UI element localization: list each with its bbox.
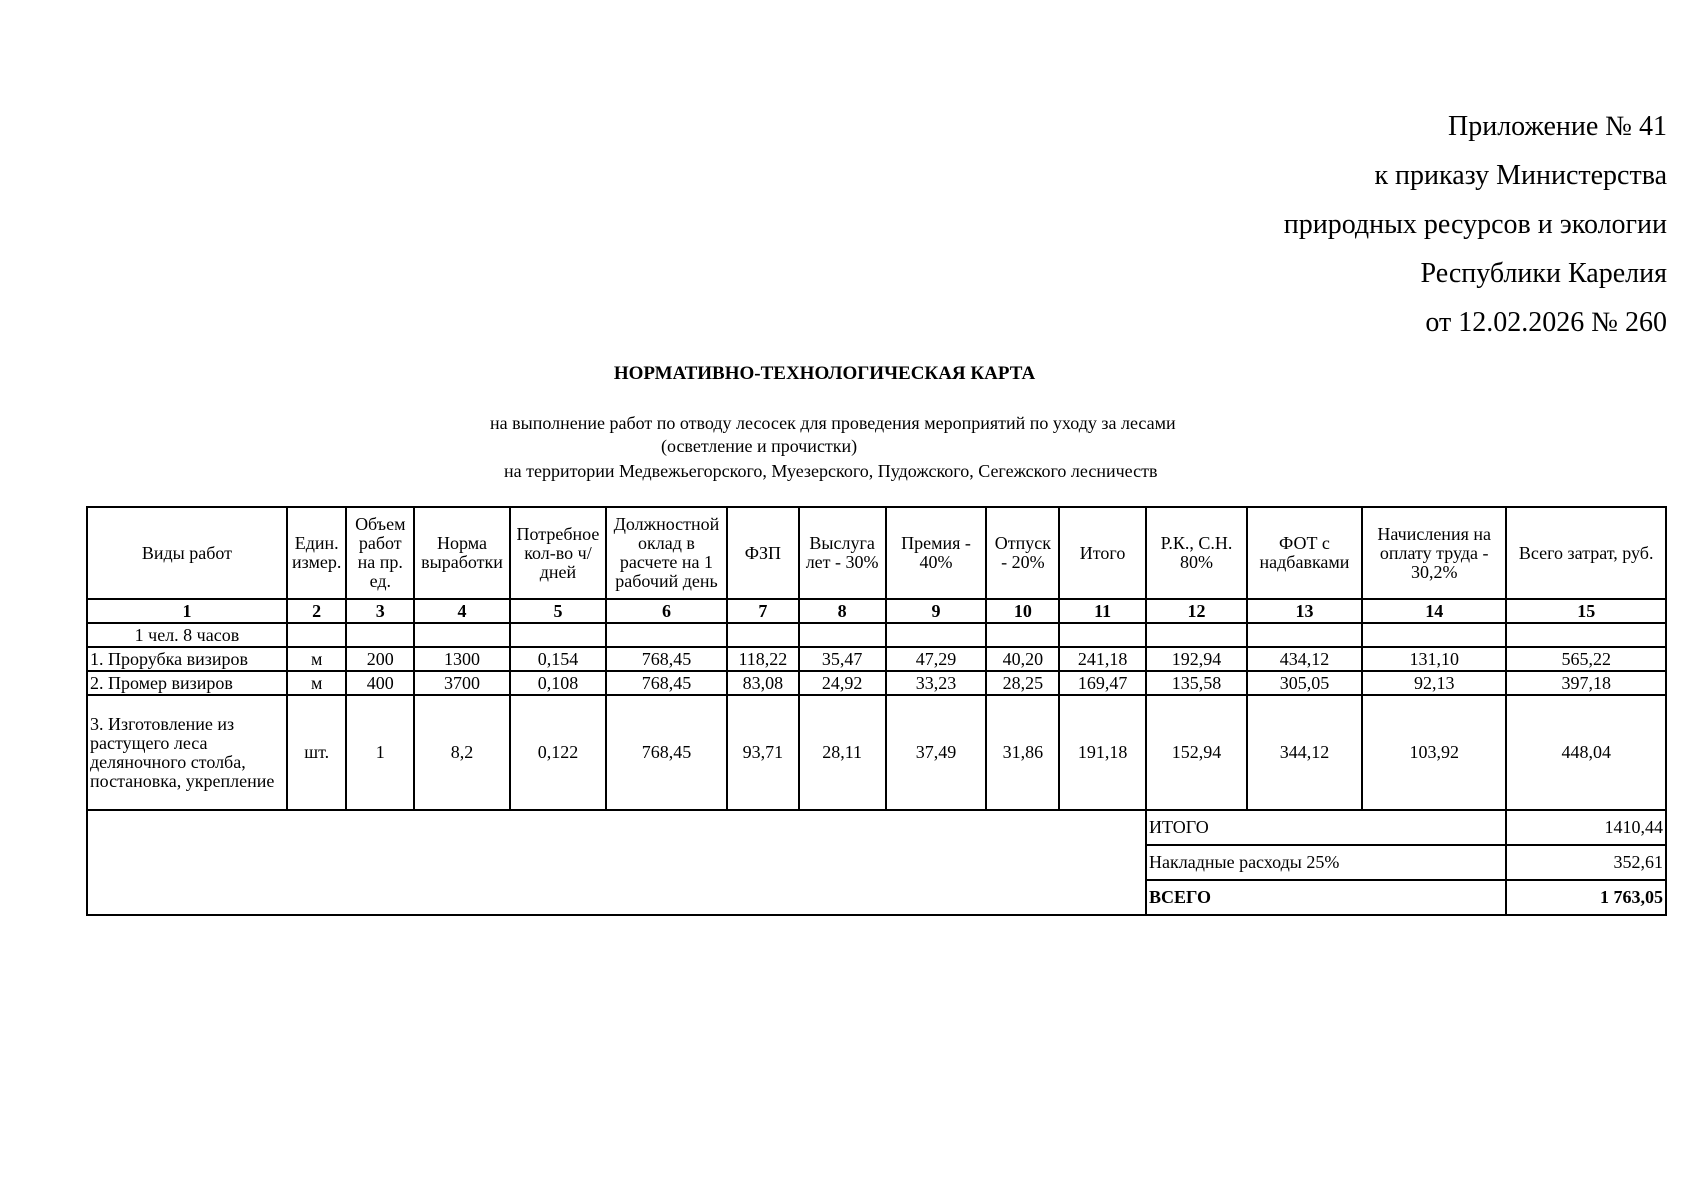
table-cell: 200 — [346, 647, 414, 671]
empty-cell — [1059, 623, 1146, 647]
table-cell: 344,12 — [1247, 695, 1362, 810]
table-cell: 40,20 — [986, 647, 1059, 671]
table-cell: 135,58 — [1146, 671, 1247, 695]
empty-cell — [346, 623, 414, 647]
table-cell: 24,92 — [799, 671, 886, 695]
table-cell: 0,154 — [510, 647, 606, 671]
table-cell: 768,45 — [606, 671, 727, 695]
header-cell: ФОТ с надбавками — [1247, 507, 1362, 599]
group-label: 1 чел. 8 часов — [87, 623, 287, 647]
table-row — [87, 671, 1666, 695]
column-number: 2 — [287, 599, 347, 623]
empty-cell — [287, 623, 347, 647]
column-number: 7 — [727, 599, 799, 623]
column-number: 15 — [1506, 599, 1666, 623]
header-row — [87, 507, 1666, 599]
header-cell: Объем работ на пр. ед. — [346, 507, 414, 599]
work-type-cell: 2. Промер визиров — [87, 671, 287, 695]
table-cell: 28,11 — [799, 695, 886, 810]
table-cell: 169,47 — [1059, 671, 1146, 695]
table-cell: 305,05 — [1247, 671, 1362, 695]
table-cell: 92,13 — [1362, 671, 1506, 695]
table-cell: 241,18 — [1059, 647, 1146, 671]
table-cell: 31,86 — [986, 695, 1059, 810]
group-label-row — [87, 623, 1666, 647]
table-cell: 768,45 — [606, 695, 727, 810]
overhead-value: 352,61 — [1506, 845, 1666, 880]
table-cell: 400 — [346, 671, 414, 695]
work-type-cell: 3. Изготовление из растущего леса деляночного столба, постановка, укрепление — [87, 695, 287, 810]
column-number: 6 — [606, 599, 727, 623]
empty-cell — [606, 623, 727, 647]
blank-area — [87, 810, 1146, 915]
vsego-label: ВСЕГО — [1146, 880, 1506, 915]
column-number: 13 — [1247, 599, 1362, 623]
vsego-value: 1 763,05 — [1506, 880, 1666, 915]
itogo-label: ИТОГО — [1146, 810, 1506, 845]
overhead-label: Накладные расходы 25% — [1146, 845, 1506, 880]
header-cell: Норма выработки — [414, 507, 510, 599]
header-cell: Отпуск - 20% — [986, 507, 1059, 599]
column-number-row — [87, 599, 1666, 623]
table-cell: 103,92 — [1362, 695, 1506, 810]
empty-cell — [510, 623, 606, 647]
column-number: 5 — [510, 599, 606, 623]
table-cell: 1300 — [414, 647, 510, 671]
column-number: 12 — [1146, 599, 1247, 623]
appendix-line-5: от 12.02.2026 № 260 — [1425, 307, 1667, 338]
appendix-block — [1284, 102, 1667, 347]
subtitle-line-3: на территории Медвежьегорского, Муезерского, Пудожского, Сегежского лесничеств — [504, 461, 1158, 481]
table-row — [87, 647, 1666, 671]
subtitle-line-2: (осветление и прочистки) — [661, 436, 858, 456]
header-cell: Един. измер. — [287, 507, 347, 599]
header-cell: Начисления на оплату труда - 30,2% — [1362, 507, 1506, 599]
table-cell: 152,94 — [1146, 695, 1247, 810]
header-cell: Должностной оклад в расчете на 1 рабочий день — [606, 507, 727, 599]
table-cell: 448,04 — [1506, 695, 1666, 810]
table-cell: 37,49 — [886, 695, 987, 810]
header-cell: Потребное кол-во ч/дней — [510, 507, 606, 599]
table-cell: 434,12 — [1247, 647, 1362, 671]
column-number: 14 — [1362, 599, 1506, 623]
empty-cell — [1362, 623, 1506, 647]
table-cell: 83,08 — [727, 671, 799, 695]
empty-cell — [886, 623, 987, 647]
header-cell: Выслуга лет - 30% — [799, 507, 886, 599]
table-cell: 3700 — [414, 671, 510, 695]
table-cell: 28,25 — [986, 671, 1059, 695]
table-cell: 1 — [346, 695, 414, 810]
subtitle-line-1: на выполнение работ по отводу лесосек для проведения мероприятий по уходу за лесами — [490, 413, 1176, 433]
header-cell: Виды работ — [87, 507, 287, 599]
column-number: 9 — [886, 599, 987, 623]
column-number: 8 — [799, 599, 886, 623]
table-cell: 565,22 — [1506, 647, 1666, 671]
appendix-line-2: к приказу Министерства — [1374, 160, 1667, 191]
table-cell: 0,108 — [510, 671, 606, 695]
table-cell: 47,29 — [886, 647, 987, 671]
appendix-line-3: природных ресурсов и экологии — [1283, 209, 1667, 240]
itogo-value: 1410,44 — [1506, 810, 1666, 845]
header-cell: ФЗП — [727, 507, 799, 599]
table-cell: 768,45 — [606, 647, 727, 671]
table-cell: м — [287, 671, 347, 695]
empty-cell — [1247, 623, 1362, 647]
table-cell: шт. — [287, 695, 347, 810]
document-title: НОРМАТИВНО-ТЕХНОЛОГИЧЕСКАЯ КАРТА — [613, 363, 1036, 384]
empty-cell — [727, 623, 799, 647]
table-cell: 35,47 — [799, 647, 886, 671]
empty-cell — [799, 623, 886, 647]
header-cell: Премия - 40% — [886, 507, 987, 599]
table-cell: 93,71 — [727, 695, 799, 810]
empty-cell — [986, 623, 1059, 647]
column-number: 10 — [986, 599, 1059, 623]
appendix-line-1: Приложение № 41 — [1448, 111, 1667, 142]
table-cell: 191,18 — [1059, 695, 1146, 810]
empty-cell — [1506, 623, 1666, 647]
table-cell: 118,22 — [727, 647, 799, 671]
itogo-row — [87, 810, 1666, 845]
table-cell: 131,10 — [1362, 647, 1506, 671]
empty-cell — [1146, 623, 1247, 647]
header-cell: Всего затрат, руб. — [1506, 507, 1666, 599]
column-number: 4 — [414, 599, 510, 623]
header-cell: Р.К., С.Н. 80% — [1146, 507, 1247, 599]
table-cell: 0,122 — [510, 695, 606, 810]
norm-table — [86, 506, 1667, 916]
table-cell: 33,23 — [886, 671, 987, 695]
table-cell: 8,2 — [414, 695, 510, 810]
column-number: 3 — [346, 599, 414, 623]
table-cell: 192,94 — [1146, 647, 1247, 671]
column-number: 11 — [1059, 599, 1146, 623]
table-cell: 397,18 — [1506, 671, 1666, 695]
empty-cell — [414, 623, 510, 647]
table-row — [87, 695, 1666, 810]
table-cell: м — [287, 647, 347, 671]
appendix-line-4: Республики Карелия — [1420, 258, 1667, 289]
column-number: 1 — [87, 599, 287, 623]
header-cell: Итого — [1059, 507, 1146, 599]
work-type-cell: 1. Прорубка визиров — [87, 647, 287, 671]
